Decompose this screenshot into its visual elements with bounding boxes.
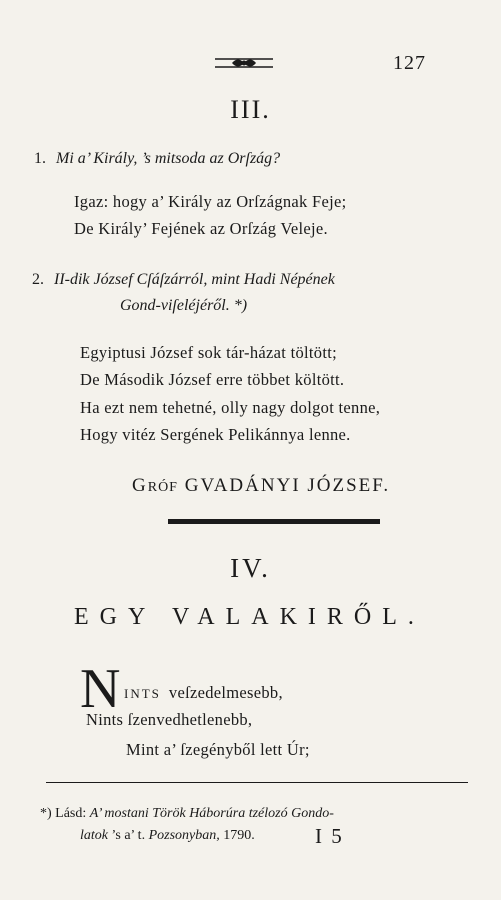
question-number: 2. xyxy=(32,271,44,288)
title-initial: G xyxy=(132,475,148,496)
drop-cap: N xyxy=(80,658,121,720)
footnote-rule xyxy=(46,782,468,783)
verse-line: De Király’ Fejének az Orſzág Veleje. xyxy=(74,219,328,238)
verse-line: De Második József erre többet költött. xyxy=(80,370,345,389)
page-header xyxy=(0,50,501,80)
question-2-line-1 xyxy=(32,271,335,289)
question-text: Mi a’ Király, ’s mitsoda az Orſzág? xyxy=(56,150,281,167)
title-small-caps: RÓF xyxy=(147,480,178,495)
footnote-line-2 xyxy=(80,828,255,844)
footnote-line-1 xyxy=(40,806,334,822)
section-heading-iv: IV. xyxy=(230,553,271,583)
footnote-marker: *) Lásd: xyxy=(40,806,87,821)
verse-line: Ha ezt nem tehetné, olly nagy dolgot tenne, xyxy=(80,398,381,417)
footnote-title: A’ mostani Török Háborúra tzélozó Gondo- xyxy=(89,806,334,821)
footnote-year: 1790. xyxy=(223,828,255,843)
footnote-place: Pozsonyban, xyxy=(148,828,220,843)
author-signature xyxy=(132,475,390,497)
question-text: II-dik József Cſáſzárról, mint Hadi Népének xyxy=(54,271,335,288)
verse-text: veſzedelmesebb, xyxy=(168,683,283,702)
footnote-title-end: latok xyxy=(80,828,108,843)
verse-line: Hogy vitéz Sergének Pelikánnya lenne. xyxy=(80,425,351,444)
section-heading-iii: III. xyxy=(230,95,271,124)
ornament-icon xyxy=(215,56,273,70)
section-divider xyxy=(168,519,380,524)
author-name: GVADÁNYI JÓZSEF. xyxy=(184,475,391,496)
verse-line: Mint a’ ſzegényből lett Úr; xyxy=(126,740,310,759)
verse-line: Egyiptusi József sok tár-házat töltött; xyxy=(80,343,337,362)
small-caps-start: INTS xyxy=(124,686,161,701)
question-number: 1. xyxy=(34,150,46,167)
printer-signature-mark: I 5 xyxy=(315,824,344,848)
question-1 xyxy=(34,150,280,168)
poem-title: EGY VALAKIRŐL. xyxy=(74,604,425,630)
footnote-etc: ’s a’ t. xyxy=(111,828,146,843)
question-2-line-2: Gond-viſeléjéről. *) xyxy=(120,297,248,314)
verse-line: Nints ſzenvedhetlenebb, xyxy=(86,710,253,729)
page-number: 127 xyxy=(393,52,426,74)
verse-line xyxy=(124,683,283,703)
verse-line: Igaz: hogy a’ Király az Orſzágnak Feje; xyxy=(74,192,347,211)
